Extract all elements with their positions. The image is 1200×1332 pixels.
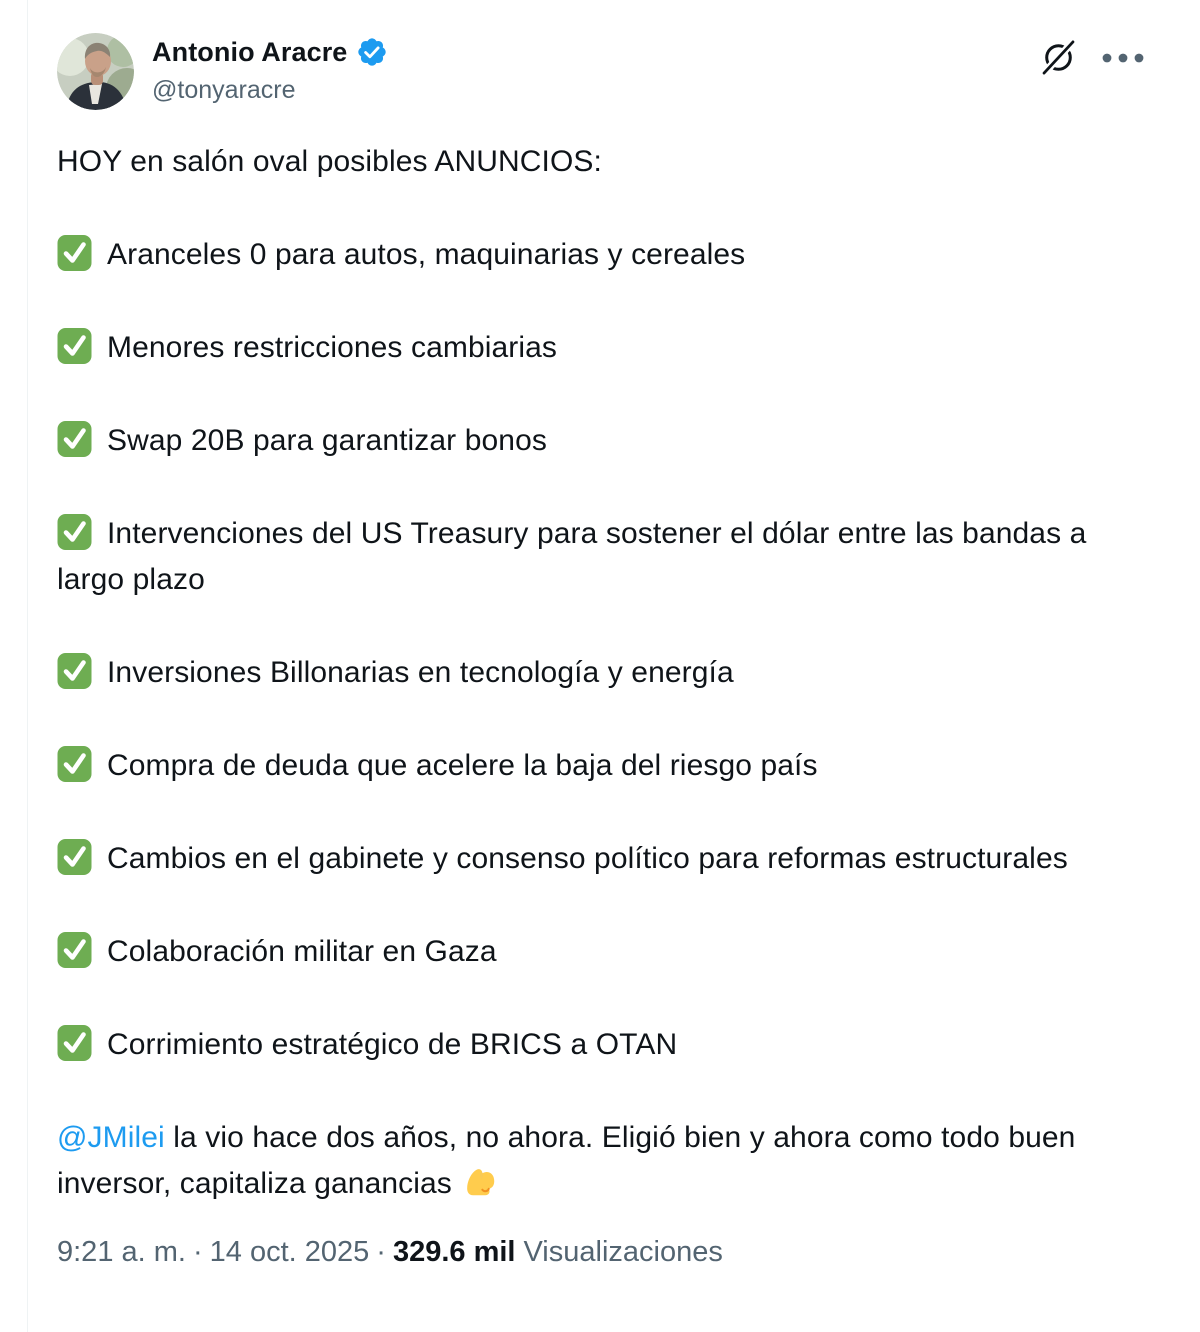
checklist-item [57,836,1145,882]
timestamp: 9:21 a. m. [57,1236,186,1268]
check-mark-icon [57,233,92,272]
user-id-block [152,33,388,105]
flexed-biceps-emoji [464,1165,497,1198]
avatar[interactable] [57,33,134,110]
mention-link[interactable]: @JMilei [57,1121,165,1154]
views-count: 329.6 mil [392,1236,516,1268]
tweet-meta-line [57,1234,1145,1270]
more-menu-button[interactable] [1101,52,1145,67]
tweet-header [57,33,1145,110]
display-name[interactable]: Antonio Aracre [152,37,348,67]
check-mark-icon [57,1023,92,1062]
checklist-item-text: Corrimiento estratégico de BRICS a OTAN [107,1028,678,1061]
checklist-item [57,929,1145,975]
checklist-item-text: Intervenciones del US Treasury para sostener el dólar entre las bandas a largo plazo [57,517,1087,596]
checklist-item-text: Cambios en el gabinete y consenso político para reformas estructurales [107,842,1068,875]
checklist-item [57,232,1145,278]
checklist-item-text: Colaboración militar en Gaza [107,935,497,968]
views-label[interactable]: Visualizaciones [523,1236,723,1268]
checklist-item [57,511,1145,603]
tweet-text [57,139,1145,1207]
tweet-intro-line: HOY en salón oval posibles ANUNCIOS: [57,145,602,178]
checklist-item [57,325,1145,371]
check-mark-icon [57,419,92,458]
outro-text: la vio hace dos años, no ahora. Eligió bien y ahora como todo buen inversor, capitaliza ganancias [57,1121,1076,1200]
checklist-item [57,743,1145,789]
checklist-item-text: Inversiones Billonarias en tecnología y energía [107,656,734,689]
header-actions [1040,39,1145,79]
check-mark-icon [57,651,92,690]
announcement-checklist [57,232,1145,1068]
checklist-item-text: Menores restricciones cambiarias [107,331,558,364]
check-mark-icon [57,930,92,969]
checklist-item [57,650,1145,696]
check-mark-icon [57,837,92,876]
check-mark-icon [57,326,92,365]
check-mark-icon [57,744,92,783]
meta-separator: · [192,1236,203,1268]
check-mark-icon [57,512,92,551]
avatar-photo [57,33,134,110]
grok-icon [1040,39,1077,79]
checklist-item-text: Swap 20B para garantizar bonos [107,424,547,457]
date: 14 oct. 2025 [209,1236,370,1268]
checklist-item [57,1022,1145,1068]
verified-badge-icon [356,36,388,68]
checklist-item-text: Aranceles 0 para autos, maquinarias y cereales [107,238,746,271]
meta-separator: · [376,1236,386,1268]
grok-actions-button[interactable] [1040,39,1077,79]
tweet-outro-line [57,1115,1145,1207]
user-handle[interactable]: @tonyaracre [152,76,296,104]
checklist-item [57,418,1145,464]
more-icon [1101,52,1145,67]
checklist-item-text: Compra de deuda que acelere la baja del riesgo país [107,749,818,782]
